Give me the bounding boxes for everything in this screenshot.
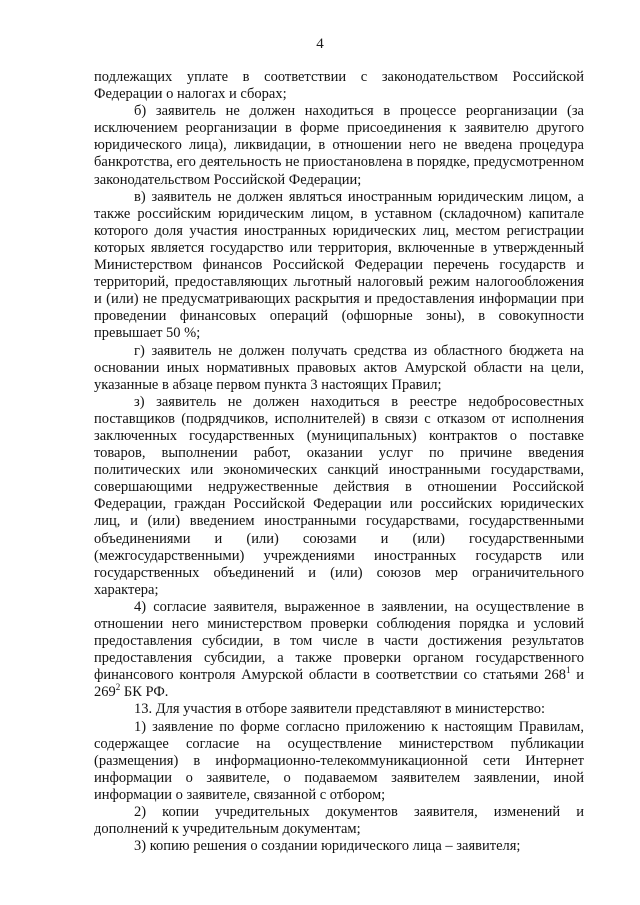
- article-superscript-2: 2: [115, 682, 121, 693]
- document-body: [94, 69, 584, 855]
- article-superscript-1: 1: [565, 665, 571, 676]
- paragraph-4-consent: [94, 599, 584, 702]
- consent-text-middle: и 269: [94, 667, 584, 701]
- consent-text-start: 4) согласие заявителя, выраженное в заявлении, на осуществление в отношении него министерством проверки соблюдения порядка и условий предоставления субсидии, в том числе в части достижения результатов предоставления субсидии, а также проверки органом государственного финансового контроля Амурской области в соответствии со статьями 268: [94, 598, 584, 684]
- paragraph-b-reorganization: б) заявитель не должен находиться в процессе реорганизации (за исключением реорганизации в форме присоединения к заявителю другого юридического лица), ликвидации, в отношении него не введена процедура банкротства, его деятельность не приостановлена в порядке, предусмотренном законодательством Российской Федерации;: [94, 103, 584, 188]
- paragraph-taxes-continuation: подлежащих уплате в соответствии с законодательством Российской Федерации о налогах и сборах;: [94, 69, 584, 103]
- paragraph-2-founding-documents: 2) копии учредительных документов заявителя, изменений и дополнений к учредительным документам;: [94, 804, 584, 838]
- paragraph-z-unreliable-suppliers: з) заявитель не должен находиться в реестре недобросовестных поставщиков (подрядчиков, исполнителей) в связи с отказом от исполнения заключенных государственных (муниципальных) контрактов о поставке товаров, выполнении работ, оказании услуг по причине введения политических или экономических санкций иностранными государствами, совершающими недружественные действия в отношении Российской Федерации, граждан Российской Федерации или российских юридических лиц, и (или) введением иностранными государствами, государственными объединениями и (или) союзами и (или) государственными (межгосударственными) учреждениями иностранных государств или государственных объединений и (или) союзов мер ограничительного характера;: [94, 393, 584, 598]
- page-number: 4: [316, 36, 324, 52]
- paragraph-g-regional-budget: г) заявитель не должен получать средства из областного бюджета на основании иных нормативных правовых актов Амурской области на цели, указанные в абзаце первом пункта 3 настоящих Правил;: [94, 342, 584, 393]
- paragraph-1-application: 1) заявление по форме согласно приложению к настоящим Правилам, содержащее согласие на осуществление министерством публикации (размещения) в информационно-телекоммуникационной сети Интернет информации о заявителе, о подаваемом заявителем заявлении, иной информации о заявителе, связанной с отбором;: [94, 718, 584, 803]
- paragraph-v-foreign-entity: в) заявитель не должен являться иностранным юридическим лицом, а также российским юридическим лицом, в уставном (складочном) капитале которого доля участия иностранных юридических лиц, местом регистрации которых является государство или территория, включенные в утвержденный Министерством финансов Российской Федерации перечень государств и территорий, предоставляющих льготный налоговый режим налогообложения и (или) не предусматривающих раскрытия и предоставления информации при проведении финансовых операций (офшорные зоны), в совокупности превышает 50 %;: [94, 188, 584, 342]
- consent-text-end: БК РФ.: [120, 684, 169, 701]
- paragraph-13-documents-intro: 13. Для участия в отборе заявители представляют в министерство:: [134, 701, 545, 718]
- paragraph-3-creation-decision: 3) копию решения о создании юридического лица – заявителя;: [134, 838, 521, 855]
